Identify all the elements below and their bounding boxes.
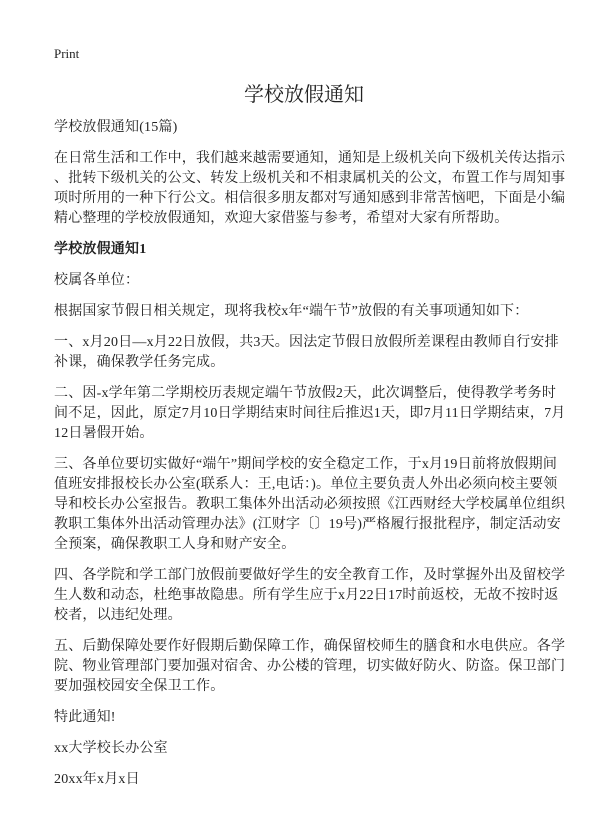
- paragraph: [54, 566, 566, 626]
- text-line: 三、各单位要切实做好“端午”期间学校的安全稳定工作，于x月19日前将放假期间: [54, 457, 558, 472]
- text-line: 生人数和动态，杜绝事故隐患。所有学生应于x月22日17时前返校，无故不按时返: [54, 588, 559, 603]
- document-title: 学校放假通知: [244, 84, 364, 106]
- text-line: 、批转下级机关的公文、转发上级机关和不相隶属机关的公文，布置工作与周知事: [54, 171, 566, 186]
- text-line: 二、因-x学年第二学期校历表规定端午节放假2天，此次调整后，使得教学考务时: [54, 386, 557, 401]
- text-line: 补课，确保教学任务完成。: [54, 355, 225, 370]
- text-line: 根据国家节假日相关规定，现将我校x年“端午节”放假的有关事项通知如下：: [54, 304, 529, 319]
- text-line: 间不足，因此，原定7月10日学期结束时间往后推迟1天，即7月11日学期结束，7月: [54, 406, 566, 421]
- paragraph: [54, 770, 554, 790]
- text-line: 一、x月20日—x月22日放假，共3天。因法定节假日放假所差课程由教师自行安排: [54, 335, 559, 350]
- text-line: 在日常生活和工作中，我们越来越需要通知，通知是上级机关向下级机关传达指示: [54, 151, 566, 166]
- paragraph: [54, 384, 566, 444]
- text-line: 教职工集体外出活动管理办法》(江财字〔〕19号)严格履行报批程序，制定活动安: [54, 517, 561, 532]
- text-line: 校属各单位：: [54, 273, 140, 288]
- paragraph: [54, 637, 566, 697]
- text-line: 学校放假通知1: [54, 242, 147, 257]
- paragraph: [54, 455, 566, 555]
- print-link[interactable]: Print: [54, 46, 80, 61]
- text-line: 项时所用的一种下行公文。相信很多朋友都对写通知感到非常苦恼吧，下面是小编: [54, 191, 566, 206]
- paragraph: [54, 739, 554, 759]
- text-line: 学校放假通知(15篇): [54, 120, 178, 135]
- text-line: 院、物业管理部门要加强对宿舍、办公楼的管理，切实做好防火、防盗。保卫部门: [54, 659, 566, 674]
- section-heading: [54, 240, 554, 260]
- paragraph: [54, 708, 554, 728]
- text-line: 12日暑假开始。: [54, 426, 154, 441]
- document-body: [54, 118, 566, 790]
- text-line: 五、后勤保障处要作好假期后勤保障工作，确保留校师生的膳食和水电供应。各学: [54, 639, 566, 654]
- paragraph: [54, 333, 559, 373]
- text-line: xx大学校长办公室: [54, 741, 168, 756]
- paragraph: [54, 302, 554, 322]
- text-line: 四、各学院和学工部门放假前要做好学生的安全教育工作，及时掌握外出及留校学: [54, 568, 566, 583]
- paragraph: [54, 149, 566, 229]
- text-line: 要加强校园安全保卫工作。: [54, 679, 225, 694]
- text-line: 全预案，确保教职工人身和财产安全。: [54, 537, 296, 552]
- paragraph: [54, 118, 554, 138]
- text-line: 特此通知!: [54, 710, 116, 725]
- text-line: 精心整理的学校放假通知，欢迎大家借鉴与参考，希望对大家有所帮助。: [54, 211, 509, 226]
- text-line: 校者，以违纪处理。: [54, 608, 182, 623]
- document-page: [54, 44, 566, 801]
- text-line: 值班安排报校长办公室(联系人：王,电话：)。单位主要负责人外出必须向校主要领: [54, 477, 558, 492]
- text-line: 导和校长办公室报告。教职工集体外出活动必须按照《江西财经大学校属单位组织: [54, 497, 566, 512]
- paragraph: [54, 271, 554, 291]
- text-line: 20xx年x月x日: [54, 772, 140, 787]
